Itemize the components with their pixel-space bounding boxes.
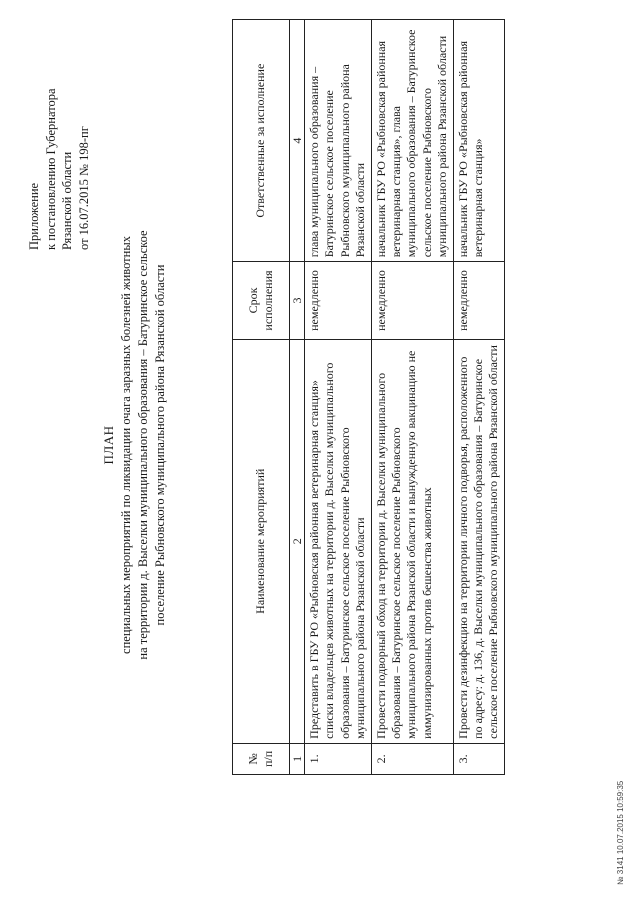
column-number: 4	[290, 20, 305, 262]
row-name: Провести подворный обход на территории д. Выселки муниципального образования – Батуринское сельское поселение Рыбновского муниципального района Рязанской области и вынужденную вакцинацию не иммунизированных против бешенства животных	[371, 339, 453, 743]
row-name: Провести дезинфекцию на территории личного подворья, расположенного по адресу: д. 136, д. Выселки муниципального образования – Батуринское сельское поселение Рыбновского муниципального района Рязанской области	[453, 339, 504, 743]
header-term: Срок исполнения	[233, 262, 290, 339]
appendix-line: Рязанской области	[60, 151, 74, 250]
appendix-line: от 16.07.2015 № 198-пг	[76, 126, 91, 250]
header-name: Наименование мероприятий	[233, 339, 290, 743]
page-title: ПЛАН	[101, 425, 116, 465]
table-row	[305, 20, 372, 775]
row-responsible: начальник ГБУ РО «Рыбновская районная ветеринарная станция»	[453, 20, 504, 262]
column-number-row	[290, 20, 305, 775]
appendix-line: Приложение	[27, 182, 41, 250]
row-term: немедленно	[305, 262, 372, 339]
row-num: 2.	[371, 743, 453, 774]
registration-stamp: № 3141 10.07.2015 10:59:35	[616, 780, 625, 885]
table-header-row	[233, 20, 290, 775]
column-number: 1	[290, 743, 305, 774]
table-row	[371, 20, 453, 775]
row-num: 3.	[453, 743, 504, 774]
row-responsible: глава муниципального образования – Батуринское сельское поселение Рыбновского муниципального района Рязанской области	[305, 20, 372, 262]
plan-table	[232, 19, 505, 775]
title-line: специальных мероприятий по ликвидации очага заразных болезней животных	[119, 236, 133, 654]
appendix-line: к постановлению Губернатора	[43, 88, 58, 250]
table-row	[453, 20, 504, 775]
column-number: 2	[290, 339, 305, 743]
title-line: на территории д. Выселки муниципального образования – Батуринское сельское	[136, 230, 150, 660]
row-term: немедленно	[453, 262, 504, 339]
header-responsible: Ответственные за исполнение	[233, 20, 290, 262]
row-term: немедленно	[371, 262, 453, 339]
header-num: № п/п	[233, 743, 290, 774]
appendix-block	[26, 10, 92, 250]
column-number: 3	[290, 262, 305, 339]
document-title-block	[100, 195, 169, 695]
title-line: поселение Рыбновского муниципального района Рязанской области	[153, 264, 167, 626]
row-name: Представить в ГБУ РО «Рыбновская районная ветеринарная станция» списки владельцев животных на территории д. Выселки муниципального образования – Батуринское сельское поселение Рыбновского муниципального района Рязанской области	[305, 339, 372, 743]
row-num: 1.	[305, 743, 372, 774]
row-responsible: начальник ГБУ РО «Рыбновская районная ветеринарная станция», глава муниципального образования – Батуринское сельское поселение Рыбновского муниципального района Рязанской области	[371, 20, 453, 262]
